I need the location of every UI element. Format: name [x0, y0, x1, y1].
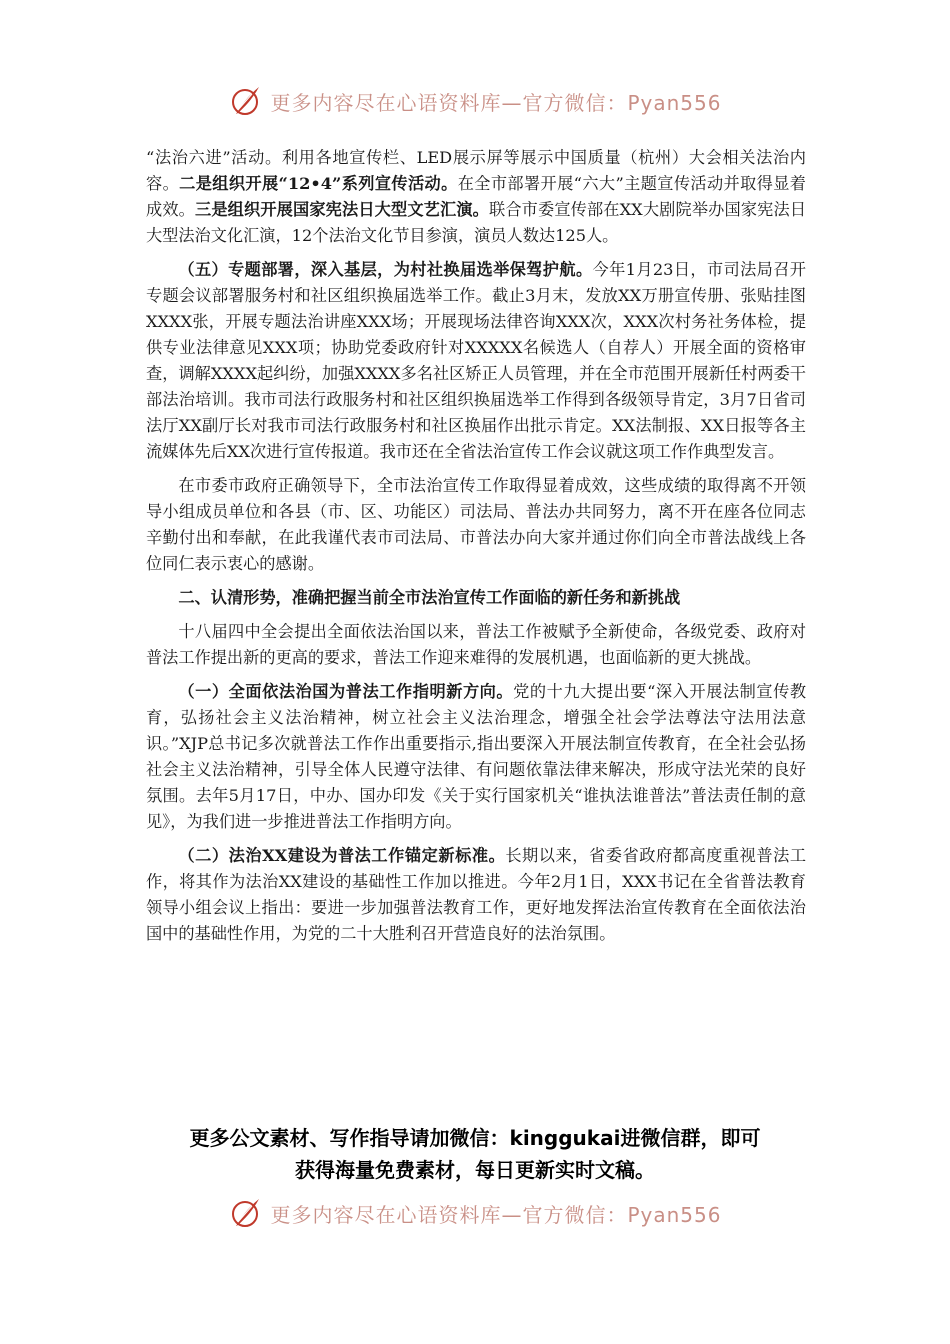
- watermark-footer: [0, 1196, 950, 1230]
- watermark-text: 更多内容尽在心语资料库—官方微信：Pyan556: [270, 90, 722, 115]
- feather-pen-icon: [228, 1196, 262, 1230]
- promo-line-1: 更多公文素材、写作指导请加微信：kinggukai进微信群，即可: [189, 1126, 761, 1150]
- section-heading-2: 二、认清形势，准确把握当前全市法治宣传工作面临的新任务和新挑战: [178, 588, 681, 607]
- paragraph-election-support: （五）专题部署，深入基层，为村社换届选举保驾护航。今年1月23日，市司法局召开专题会议部署服务村和社区组织换届选举工作。截止3月末，发放XX万册宣传册、张贴挂图XXXX张，开展专题法治讲座XXX场；开展现场法律咨询XXX次，XXX次村务社务体检，提供专业法律意见XXX项；协助党委政府针对XXXXX名候选人（自荐人）开展全面的资格审查，调解XXXX起纠纷，加强XXXX多名社区矫正人员管理，并在全市范围开展新任村两委干部法治培训。我市司法行政服务村和社区组织换届选举工作得到各级领导肯定，3月7日省司法厅XX副厅长对我市司法行政服务村和社区换届作出批示肯定。XX法制报、XX日报等各主流媒体先后XX次进行宣传报道。我市还在全省法治宣传工作会议就这项工作作典型发言。: [146, 260, 806, 461]
- paragraph-law-six-entries: “法治六进”活动。利用各地宣传栏、LED展示屏等展示中国质量（杭州）大会相关法治内容。二是组织开展“12•4”系列宣传活动。在全市部署开展“六大”主题宣传活动并取得显着成效。三是组织开展国家宪法日大型文艺汇演。联合市委宣传部在XX大剧院举办国家宪法日大型法治文化汇演，12个法治文化节目参演，演员人数达125人。: [146, 148, 807, 245]
- promo-line-2: 获得海量免费素材，每日更新实时文稿。: [295, 1158, 655, 1182]
- document-body: [146, 145, 806, 955]
- paragraph-new-standard: （二）法治XX建设为普法工作锚定新标准。长期以来，省委省政府都高度重视普法工作，将其作为法治XX建设的基础性工作加以推进。今年2月1日，XXX书记在全省普法教育领导小组会议上指出：要进一步加强普法教育工作，更好地发挥法治宣传教育在全面依法治国中的基础性作用，为党的二十大胜利召开营造良好的法治氛围。: [146, 846, 807, 943]
- promo-note: [120, 1122, 830, 1186]
- watermark-text: 更多内容尽在心语资料库—官方微信：Pyan556: [270, 1202, 722, 1227]
- feather-pen-icon: [228, 84, 262, 118]
- paragraph-thanks: 在市委市政府正确领导下，全市法治宣传工作取得显着成效，这些成绩的取得离不开领导小组成员单位和各县（市、区、功能区）司法局、普法办共同努力，离不开在座各位同志辛勤付出和奉献，在此我谨代表市司法局、市普法办向大家并通过你们向全市普法战线上各位同仁表示衷心的感谢。: [146, 476, 806, 573]
- paragraph-new-direction: （一）全面依法治国为普法工作指明新方向。党的十九大提出要“深入开展法制宣传教育，弘扬社会主义法治精神，树立社会主义法治理念，增强全社会学法尊法守法用法意识。”XJP总书记多次就普法工作作出重要指示,指出要深入开展法制宣传教育，在全社会弘扬社会主义法治精神，引导全体人民遵守法律、有问题依靠法律来解决，形成守法光荣的良好氛围。去年5月17日，中办、国办印发《关于实行国家机关“谁执法谁普法”普法责任制的意见》，为我们进一步推进普法工作指明方向。: [146, 682, 807, 831]
- watermark-header: [0, 84, 950, 118]
- paragraph-intro-challenges: 十八届四中全会提出全面依法治国以来，普法工作被赋予全新使命，各级党委、政府对普法工作提出新的更高的要求，普法工作迎来难得的发展机遇，也面临新的更大挑战。: [146, 622, 806, 667]
